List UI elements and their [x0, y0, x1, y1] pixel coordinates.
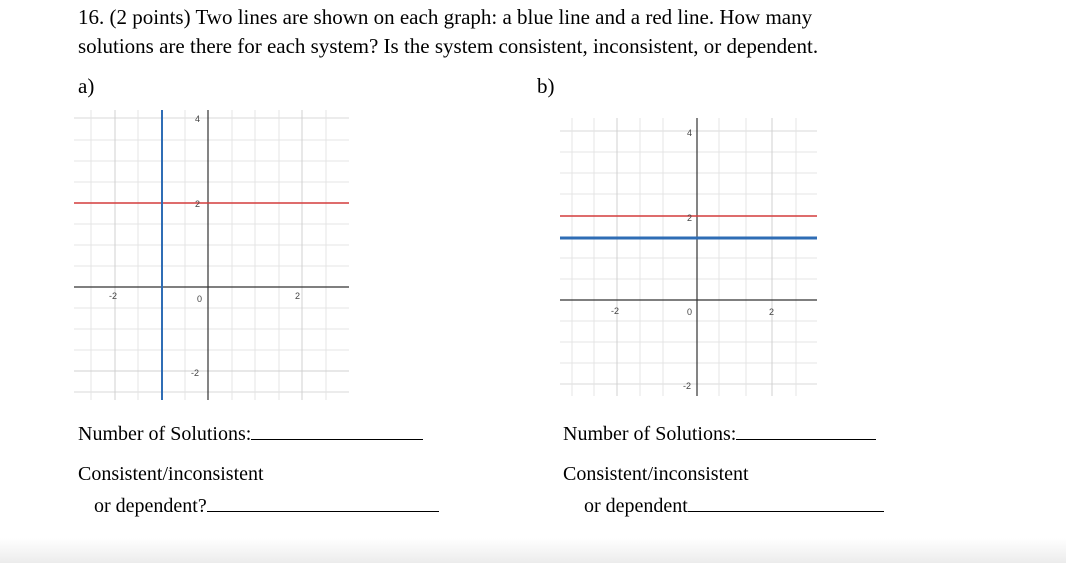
graph-b-solutions-label: Number of Solutions:	[563, 423, 737, 445]
graph-b-consistency-blank[interactable]	[688, 493, 884, 512]
graph-a-consistency-question	[94, 493, 439, 518]
bottom-shadow-bar	[0, 538, 1066, 563]
question-line-2: solutions are there for each system? Is the system consistent, inconsistent, or dependent.	[78, 34, 819, 58]
graph-b-tick-y-top: 4	[687, 128, 693, 138]
graph-b-tick-x-zero: 0	[687, 307, 693, 317]
graph-b-tick-x-pos: 2	[769, 307, 775, 317]
graph-b-solutions-question	[563, 421, 876, 446]
question-line-1: 16. (2 points) Two lines are shown on each graph: a blue line and a red line. How many	[78, 5, 813, 29]
graph-b-consistency-label: or dependent	[584, 495, 688, 517]
graph-b-grid	[560, 118, 817, 396]
graph-b-tick-x-neg: -2	[611, 306, 620, 316]
graph-a-consistency-line-1: Consistent/inconsistent	[78, 463, 264, 485]
graph-b-tick-y-mid: 2	[687, 213, 693, 223]
graph-a-solutions-question	[78, 421, 423, 446]
graph-b-consistency-question	[584, 493, 884, 518]
graph-a-tick-x-neg: -2	[109, 291, 118, 301]
graph-a-tick-y-neg: -2	[191, 368, 200, 378]
graph-b	[560, 118, 817, 396]
graph-a-solutions-blank[interactable]	[251, 421, 423, 440]
graph-b-solutions-blank[interactable]	[736, 421, 876, 440]
graph-a-grid	[74, 110, 349, 400]
graph-b-consistency-line-1: Consistent/inconsistent	[563, 463, 749, 485]
graph-a-tick-x-pos: 2	[295, 291, 301, 301]
graph-a-tick-y-top: 4	[195, 114, 201, 124]
graph-a-tick-x-zero: 0	[197, 294, 203, 304]
graph-a-consistency-label: or dependent?	[94, 495, 207, 517]
part-a-label: a)	[78, 74, 95, 98]
part-b-label: b)	[537, 74, 555, 98]
graph-a	[74, 110, 349, 400]
question-text	[78, 3, 1038, 61]
graph-a-tick-y-mid: 2	[195, 199, 201, 209]
graph-b-tick-y-neg: -2	[683, 381, 692, 391]
graph-a-consistency-blank[interactable]	[207, 493, 439, 512]
graph-a-solutions-label: Number of Solutions:	[78, 423, 252, 445]
